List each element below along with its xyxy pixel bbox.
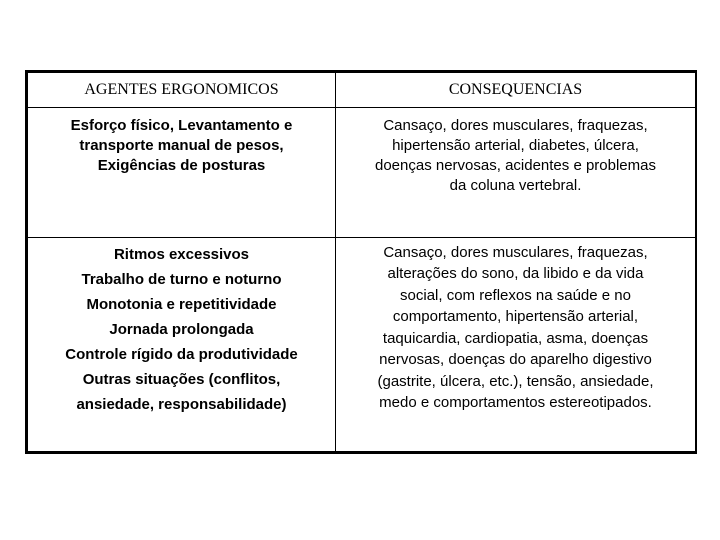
consequence-line: comportamento, hipertensão arterial, (392, 308, 639, 326)
agent-line: Esforço físico, Levantamento e (70, 117, 293, 134)
agent-line: Monotonia e repetitividade (86, 295, 277, 313)
consequence-line: social, com reflexos na saúde e no (400, 286, 631, 304)
consequence-line: Cansaço, dores musculares, fraquezas, (383, 117, 648, 134)
agent-line: Jornada prolongada (109, 320, 254, 338)
table (27, 72, 696, 452)
table-header-row (28, 73, 696, 108)
consequence-line: alterações do sono, da libido e da vida (387, 265, 644, 283)
consequence-line: taquicardia, cardiopatia, asma, doenças (382, 329, 649, 347)
consequence-line: Cansaço, dores musculares, fraquezas, (383, 243, 648, 261)
agent-line: transporte manual de pesos, (79, 137, 284, 154)
agent-line: Trabalho de turno e noturno (81, 270, 282, 288)
agent-line: Controle rígido da produtividade (65, 345, 298, 363)
header-agentes: AGENTES ERGONOMICOS (28, 73, 336, 108)
agent-line: Exigências de posturas (97, 157, 266, 174)
header-consequencias: CONSEQUENCIAS (336, 73, 696, 108)
consequence-line: nervosas, doenças do aparelho digestivo (379, 351, 652, 369)
agent-line: Outras situações (conflitos, (82, 370, 281, 388)
ergonomic-agents-table (25, 70, 697, 454)
consequence-line: medo e comportamentos estereotipados. (379, 394, 652, 412)
agent-cell (28, 237, 336, 451)
agent-cell (28, 108, 336, 238)
consequence-cell (336, 237, 696, 451)
table-row (28, 237, 696, 451)
consequence-line: (gastrite, úlcera, etc.), tensão, ansiedade, (377, 372, 654, 390)
consequence-line: hipertensão arterial, diabetes, úlcera, (392, 137, 639, 154)
table-row (28, 108, 696, 238)
consequence-line: doenças nervosas, acidentes e problemas (374, 157, 656, 174)
consequence-cell (336, 108, 696, 238)
consequence-line: da coluna vertebral. (449, 177, 582, 194)
agent-line: ansiedade, responsabilidade) (76, 395, 287, 413)
agent-line: Ritmos excessivos (113, 245, 250, 263)
